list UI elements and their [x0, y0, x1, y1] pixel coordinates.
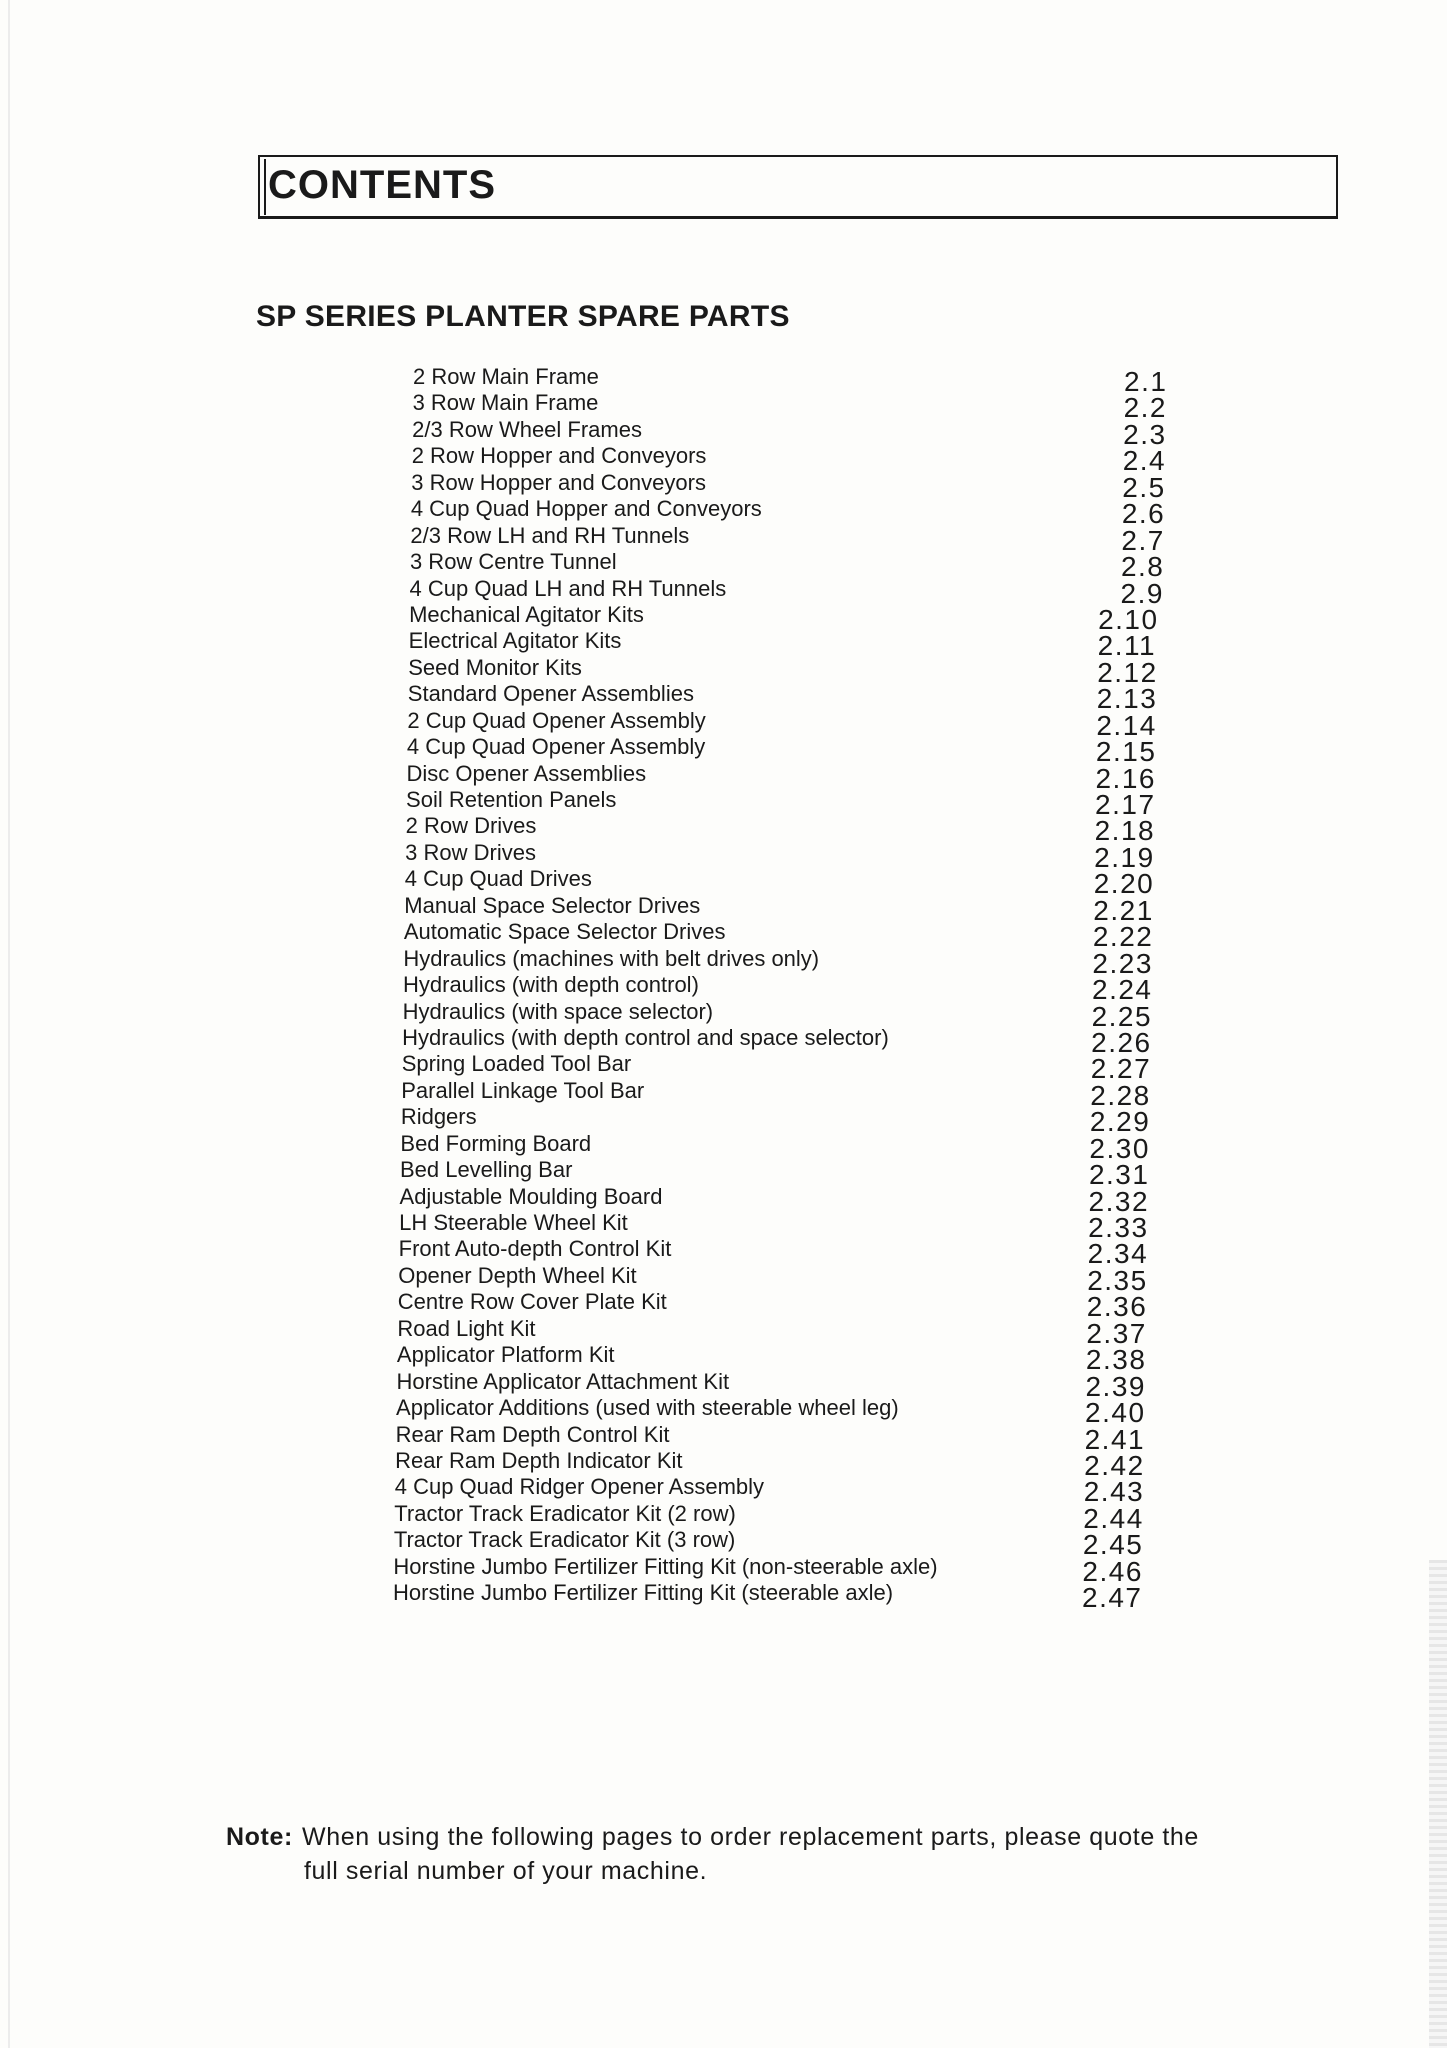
- toc-row: [0, 549, 1447, 583]
- toc-entry-page: 2.14: [1096, 709, 1157, 741]
- toc-entry-label: 2 Row Hopper and Conveyors: [411, 443, 707, 469]
- toc-entry-page: 2.3: [1123, 418, 1167, 450]
- toc-row: [0, 1183, 1447, 1217]
- toc-entry-page: 2.4: [1122, 445, 1167, 477]
- toc-row: [0, 707, 1447, 741]
- toc-row: [0, 1342, 1447, 1376]
- toc-entry-label: 2/3 Row LH and RH Tunnels: [410, 522, 690, 548]
- toc-entry-label: Tractor Track Eradicator Kit (3 row): [393, 1527, 736, 1553]
- scan-edge-right: [1429, 1560, 1447, 2048]
- toc-row: [0, 1236, 1447, 1270]
- order-note: [226, 1820, 1346, 1888]
- toc-entry-label: Electrical Agitator Kits: [408, 628, 622, 654]
- toc-row: [0, 998, 1447, 1032]
- toc-entry-label: 4 Cup Quad Opener Assembly: [406, 734, 706, 760]
- toc-entry-page: 2.43: [1083, 1476, 1145, 1508]
- toc-entry-label: Hydraulics (with depth control): [403, 972, 699, 998]
- toc-entry-label: 4 Cup Quad Ridger Opener Assembly: [394, 1474, 765, 1500]
- contents-header-box: [258, 155, 1338, 219]
- toc-entry-label: Horstine Jumbo Fertilizer Fitting Kit (non-steerable axle): [393, 1553, 938, 1579]
- toc-entry-label: 2 Row Main Frame: [413, 364, 599, 389]
- toc-row: [0, 1553, 1447, 1587]
- table-of-contents: [0, 364, 1447, 1614]
- toc-entry-label: Spring Loaded Tool Bar: [401, 1051, 632, 1077]
- toc-entry-label: 3 Row Main Frame: [412, 390, 599, 416]
- toc-entry-page: 2.23: [1092, 947, 1153, 979]
- toc-entry-page: 2.32: [1088, 1185, 1150, 1217]
- toc-entry-page: 2.17: [1095, 789, 1156, 820]
- toc-row: [0, 945, 1447, 979]
- toc-entry-label: 2/3 Row Wheel Frames: [412, 416, 642, 442]
- toc-entry-label: Centre Row Cover Plate Kit: [397, 1289, 667, 1315]
- toc-entry-label: Automatic Space Selector Drives: [403, 919, 726, 945]
- toc-entry-page: 2.40: [1085, 1397, 1146, 1429]
- toc-row: [0, 575, 1447, 609]
- toc-row: [0, 390, 1447, 424]
- toc-entry-page: 2.25: [1091, 1000, 1153, 1032]
- toc-entry-label: Horstine Jumbo Fertilizer Fitting Kit (steerable axle): [393, 1580, 894, 1606]
- toc-entry-label: 3 Row Centre Tunnel: [409, 549, 617, 575]
- toc-row: [0, 681, 1447, 715]
- toc-row: [0, 787, 1447, 820]
- toc-entry-page: 2.8: [1120, 551, 1165, 583]
- toc-entry-page: 2.26: [1091, 1026, 1152, 1058]
- toc-row: [0, 628, 1447, 662]
- toc-entry-page: 2.37: [1086, 1317, 1147, 1349]
- toc-entry-page: 2.42: [1084, 1449, 1145, 1481]
- toc-row: [0, 734, 1447, 768]
- toc-entry-page: 2.39: [1085, 1370, 1146, 1402]
- toc-entry-label: 4 Cup Quad LH and RH Tunnels: [409, 575, 727, 601]
- toc-entry-page: 2.27: [1090, 1053, 1152, 1085]
- toc-entry-page: 2.35: [1087, 1264, 1148, 1296]
- toc-entry-page: 2.19: [1094, 841, 1155, 873]
- note-text-line-2: full serial number of your machine.: [304, 1857, 708, 1885]
- toc-entry-page: 2.9: [1120, 577, 1164, 609]
- toc-row: [0, 1289, 1447, 1323]
- toc-row: [0, 1580, 1447, 1614]
- toc-entry-label: 3 Row Hopper and Conveyors: [411, 469, 706, 495]
- toc-entry-label: Rear Ram Depth Control Kit: [395, 1421, 670, 1447]
- toc-row: [0, 1527, 1447, 1561]
- toc-entry-page: 2.28: [1090, 1079, 1151, 1111]
- page-title: CONTENTS: [268, 163, 496, 207]
- toc-entry-label: Bed Levelling Bar: [399, 1157, 573, 1183]
- toc-entry-label: Standard Opener Assemblies: [407, 681, 694, 707]
- toc-entry-label: Soil Retention Panels: [406, 787, 617, 812]
- toc-row: [0, 522, 1447, 556]
- note-label: Note:: [226, 1823, 293, 1851]
- toc-entry-label: Road Light Kit: [397, 1315, 536, 1341]
- toc-entry-page: 2.13: [1096, 683, 1158, 715]
- toc-entry-label: Horstine Applicator Attachment Kit: [396, 1368, 730, 1394]
- toc-row: [0, 496, 1447, 530]
- toc-entry-label: Ridgers: [400, 1104, 477, 1130]
- toc-row: [0, 1315, 1447, 1349]
- toc-entry-label: Parallel Linkage Tool Bar: [401, 1077, 645, 1103]
- toc-entry-page: 2.18: [1094, 815, 1156, 847]
- toc-row: [0, 919, 1447, 953]
- toc-entry-page: 2.44: [1083, 1502, 1144, 1534]
- toc-entry-label: Manual Space Selector Drives: [404, 892, 701, 918]
- toc-entry-page: 2.5: [1122, 471, 1166, 503]
- toc-entry-label: Applicator Platform Kit: [396, 1342, 615, 1368]
- toc-row: [0, 1421, 1447, 1455]
- toc-row: [0, 1104, 1447, 1138]
- toc-row: [0, 1210, 1447, 1243]
- toc-entry-page: 2.15: [1095, 736, 1157, 768]
- toc-row: [0, 1077, 1447, 1111]
- toc-entry-page: 2.30: [1089, 1132, 1150, 1164]
- toc-entry-page: 2.29: [1089, 1106, 1151, 1138]
- toc-row: [0, 972, 1447, 1006]
- toc-entry-label: 2 Row Drives: [405, 813, 537, 839]
- toc-row: [0, 866, 1447, 900]
- toc-entry-label: Mechanical Agitator Kits: [409, 601, 644, 627]
- toc-entry-page: 2.7: [1121, 524, 1165, 556]
- toc-entry-page: 2.6: [1121, 498, 1166, 530]
- toc-entry-page: 2.41: [1084, 1423, 1146, 1455]
- toc-entry-label: Hydraulics (machines with belt drives only): [403, 945, 820, 971]
- toc-row: [0, 839, 1447, 873]
- toc-entry-page: 2.11: [1097, 630, 1157, 662]
- toc-entry-label: 4 Cup Quad Drives: [404, 866, 592, 892]
- toc-row: [0, 1395, 1447, 1429]
- toc-row: [0, 1262, 1447, 1296]
- toc-entry-label: 4 Cup Quad Hopper and Conveyors: [410, 496, 762, 522]
- toc-entry-label: Disc Opener Assemblies: [406, 760, 647, 786]
- toc-row: [0, 1051, 1447, 1085]
- toc-row: [0, 601, 1447, 635]
- header-left-rule: [264, 159, 266, 215]
- note-line-1: [226, 1820, 1346, 1854]
- toc-entry-page: 2.38: [1085, 1344, 1147, 1376]
- toc-entry-page: 2.1: [1124, 366, 1168, 397]
- toc-entry-label: Hydraulics (with space selector): [402, 998, 714, 1024]
- note-text-line-1: When using the following pages to order replacement parts, please quote the: [302, 1823, 1199, 1851]
- toc-row: [0, 892, 1447, 926]
- toc-entry-page: 2.47: [1082, 1582, 1143, 1614]
- toc-entry-label: 3 Row Drives: [405, 839, 536, 865]
- toc-row: [0, 1368, 1447, 1402]
- toc-entry-page: 2.46: [1082, 1555, 1143, 1587]
- toc-row: [0, 654, 1447, 688]
- toc-entry-page: 2.20: [1093, 868, 1155, 900]
- toc-row: [0, 760, 1447, 794]
- toc-row: [0, 1157, 1447, 1191]
- toc-entry-page: 2.24: [1092, 974, 1153, 1006]
- toc-entry-label: Rear Ram Depth Indicator Kit: [395, 1447, 683, 1473]
- toc-row: [0, 1130, 1447, 1164]
- toc-row: [0, 1474, 1447, 1508]
- toc-entry-label: LH Steerable Wheel Kit: [399, 1210, 628, 1235]
- toc-row: [0, 1024, 1447, 1058]
- toc-entry-page: 2.21: [1093, 894, 1154, 926]
- toc-entry-page: 2.12: [1097, 656, 1158, 688]
- toc-entry-label: Tractor Track Eradicator Kit (2 row): [394, 1500, 736, 1526]
- toc-entry-page: 2.33: [1088, 1212, 1149, 1243]
- toc-entry-label: Hydraulics (with depth control and space selector): [402, 1024, 889, 1050]
- toc-row: [0, 1447, 1447, 1481]
- toc-row: [0, 469, 1447, 503]
- toc-entry-page: 2.16: [1095, 762, 1156, 794]
- toc-entry-page: 2.2: [1123, 392, 1167, 424]
- toc-entry-label: Opener Depth Wheel Kit: [398, 1262, 637, 1288]
- toc-entry-label: Adjustable Moulding Board: [399, 1183, 663, 1209]
- toc-entry-label: Seed Monitor Kits: [408, 654, 582, 680]
- section-title: SP SERIES PLANTER SPARE PARTS: [256, 300, 790, 333]
- toc-entry-page: 2.22: [1092, 921, 1154, 953]
- toc-row: [0, 416, 1447, 450]
- toc-entry-label: Bed Forming Board: [400, 1130, 592, 1156]
- toc-entry-label: Front Auto-depth Control Kit: [398, 1236, 672, 1262]
- toc-entry-page: 2.36: [1086, 1291, 1148, 1323]
- toc-entry-page: 2.31: [1088, 1159, 1150, 1191]
- toc-entry-page: 2.34: [1087, 1238, 1149, 1270]
- toc-entry-page: 2.45: [1082, 1529, 1144, 1561]
- toc-entry-page: 2.10: [1098, 603, 1159, 635]
- toc-row: [0, 813, 1447, 847]
- toc-row: [0, 1500, 1447, 1534]
- toc-entry-label: 2 Cup Quad Opener Assembly: [407, 707, 706, 733]
- toc-row: [0, 443, 1447, 477]
- toc-row: [0, 364, 1447, 397]
- toc-entry-label: Applicator Additions (used with steerable wheel leg): [396, 1395, 899, 1421]
